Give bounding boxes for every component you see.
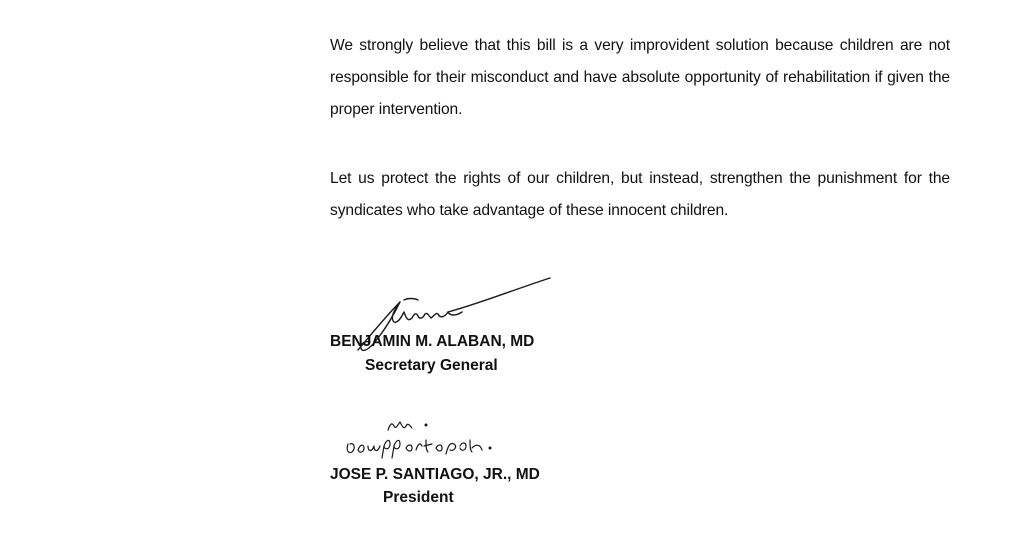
signature-president — [340, 410, 530, 470]
signatory-name-2: JOSE P. SANTIAGO, JR., MD — [330, 466, 540, 483]
body-paragraph-2: Let us protect the rights of our children, but instead, strengthen the punishment for the syndicates who take advantage of these innocent children. — [330, 170, 950, 219]
signatory-title-2: President — [383, 489, 454, 506]
signatory-name-1: BENJAMIN M. ALABAN, MD — [330, 333, 535, 350]
signatory-title-1: Secretary General — [365, 357, 498, 374]
body-paragraph-1: We strongly believe that this bill is a very improvident solution because children are not responsible for their misconduct and have absolute opportunity of rehabilitation if given the proper intervention. — [330, 37, 950, 118]
